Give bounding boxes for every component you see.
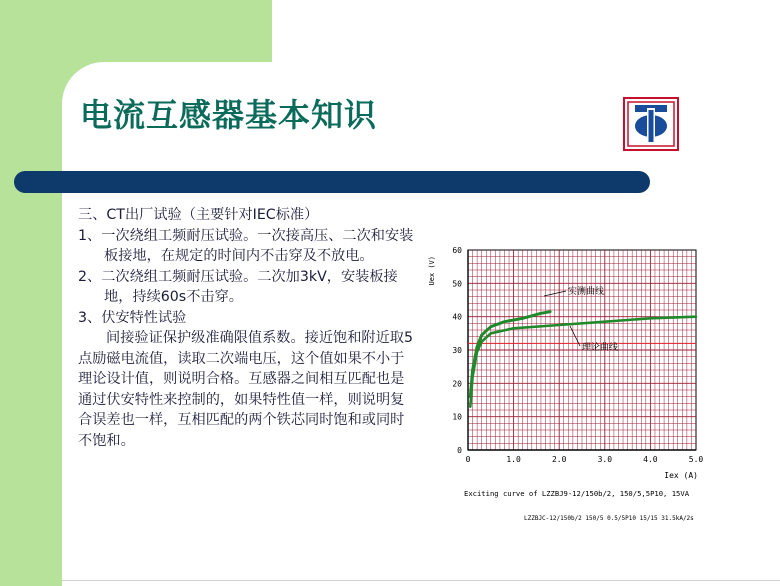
body-paragraph: 间接验证保护级准确限值系数。接近饱和附近取5点励磁电流值，读取二次端电压，这个值如果不小于理论设计值，则说明合格。互感器之间相互匹配也是通过伏安特性来控制的，如果特性值一样，则说明复合误差也一样，互相匹配的两个铁芯同时饱和或同时不饱和。 (78, 330, 413, 449)
x-tick-label: 2.0 (551, 455, 567, 464)
title-divider-bar (14, 171, 650, 193)
y-tick-label: 10 (452, 412, 462, 422)
list-item: 1、一次绕组工频耐压试验。一次接高压、二次和安装板接地，在规定的时间内不击穿及不放电。 (78, 227, 414, 264)
y-tick-label: 40 (452, 312, 462, 322)
background-green-strip (0, 0, 62, 586)
x-tick-label: 4.0 (643, 455, 658, 464)
y-tick-label: 0 (457, 446, 462, 455)
x-axis-label: Iex (A) (664, 471, 698, 480)
chart-caption-2: LZZBJC-12/150b/2 150/5 0.5/5P10 15/15 31.5kA/2s (524, 515, 694, 522)
section-heading: 三、CT出厂试验（主要针对IEC标准） (78, 207, 319, 223)
y-tick-label: 20 (452, 379, 462, 389)
slide-body (78, 205, 418, 451)
x-tick-label: 5.0 (688, 455, 704, 464)
list-item: 2、二次绕组工频耐压试验。二次加3kV，安装板接地，持续60s不击穿。 (78, 268, 398, 305)
excitation-curve-chart (420, 238, 720, 530)
y-axis-label: Uex (V) (428, 256, 436, 286)
x-tick-label: 1.0 (506, 455, 521, 464)
y-tick-label: 30 (452, 346, 462, 355)
slide-title: 电流互感器基本知识 (80, 96, 378, 134)
x-tick-label: 3.0 (597, 455, 613, 464)
company-logo-icon (623, 97, 679, 151)
footer-divider (62, 580, 780, 581)
series-label-theoretical: 理论曲线 (582, 343, 619, 353)
chart-caption-1: Exciting curve of LZZBJ9-12/150b/2, 150/5,5P10, 15VA (464, 489, 690, 498)
y-tick-label: 60 (452, 246, 462, 255)
list-item: 3、伏安特性试验 (78, 309, 187, 326)
y-tick-label: 50 (452, 279, 462, 289)
series-label-measured: 实测曲线 (568, 287, 605, 297)
x-tick-label: 0 (465, 455, 471, 464)
